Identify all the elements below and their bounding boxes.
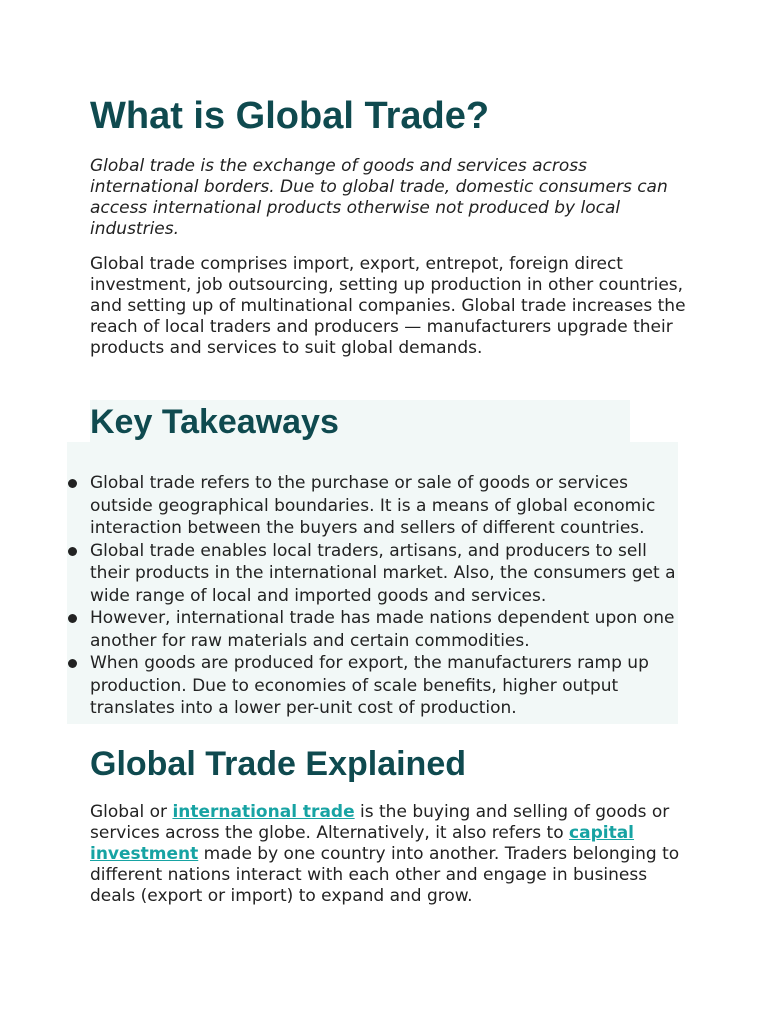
list-item-text: Global trade enables local traders, artisans, and producers to sell their products in the international market. Also, the consumers get a wide range of local and imported goods and services. <box>90 540 676 606</box>
list-item <box>68 652 680 720</box>
explained-paragraph <box>90 802 690 907</box>
bullet-icon <box>68 614 77 623</box>
list-item-text: However, international trade has made nations dependent upon one another for raw materials and certain commodities. <box>90 608 675 651</box>
bullet-icon <box>68 479 77 488</box>
capital-investment-link[interactable]: capital investment <box>90 823 635 864</box>
key-takeaways-heading: Key Takeaways <box>90 403 339 441</box>
bullet-icon <box>68 547 77 556</box>
list-item <box>68 540 680 608</box>
explained-text: is the buying and selling of goods or services across the globe. Alternatively, it also refers to <box>90 802 670 843</box>
explained-heading: Global Trade Explained <box>90 745 466 783</box>
body-paragraph: Global trade comprises import, export, entrepot, foreign direct investment, job outsourcing, setting up production in other countries, and setting up of multinational companies. Global trade increases the reach of local traders and producers — manufacturers upgrade their products and services to suit global demands. <box>90 254 686 358</box>
key-takeaways-list <box>68 472 680 720</box>
explained-text: made by one country into another. Traders belonging to different nations interact with each other and engage in business deals (export or import) to expand and grow. <box>90 844 680 906</box>
intro-paragraph: Global trade is the exchange of goods and services across international borders. Due to global trade, domestic consumers can access international products otherwise not produced by local industries. <box>90 156 668 239</box>
page-title: What is Global Trade? <box>90 95 490 137</box>
list-item <box>68 607 680 652</box>
list-item-text: When goods are produced for export, the manufacturers ramp up production. Due to economies of scale benefits, higher output translates into a lower per-unit cost of production. <box>90 653 649 718</box>
explained-text: Global or <box>90 802 173 822</box>
bullet-icon <box>68 659 77 668</box>
international-trade-link[interactable]: international trade <box>172 802 355 822</box>
list-item <box>68 472 680 540</box>
list-item-text: Global trade refers to the purchase or sale of goods or services outside geographical boundaries. It is a means of global economic interaction between the buyers and sellers of different countries. <box>90 473 656 538</box>
